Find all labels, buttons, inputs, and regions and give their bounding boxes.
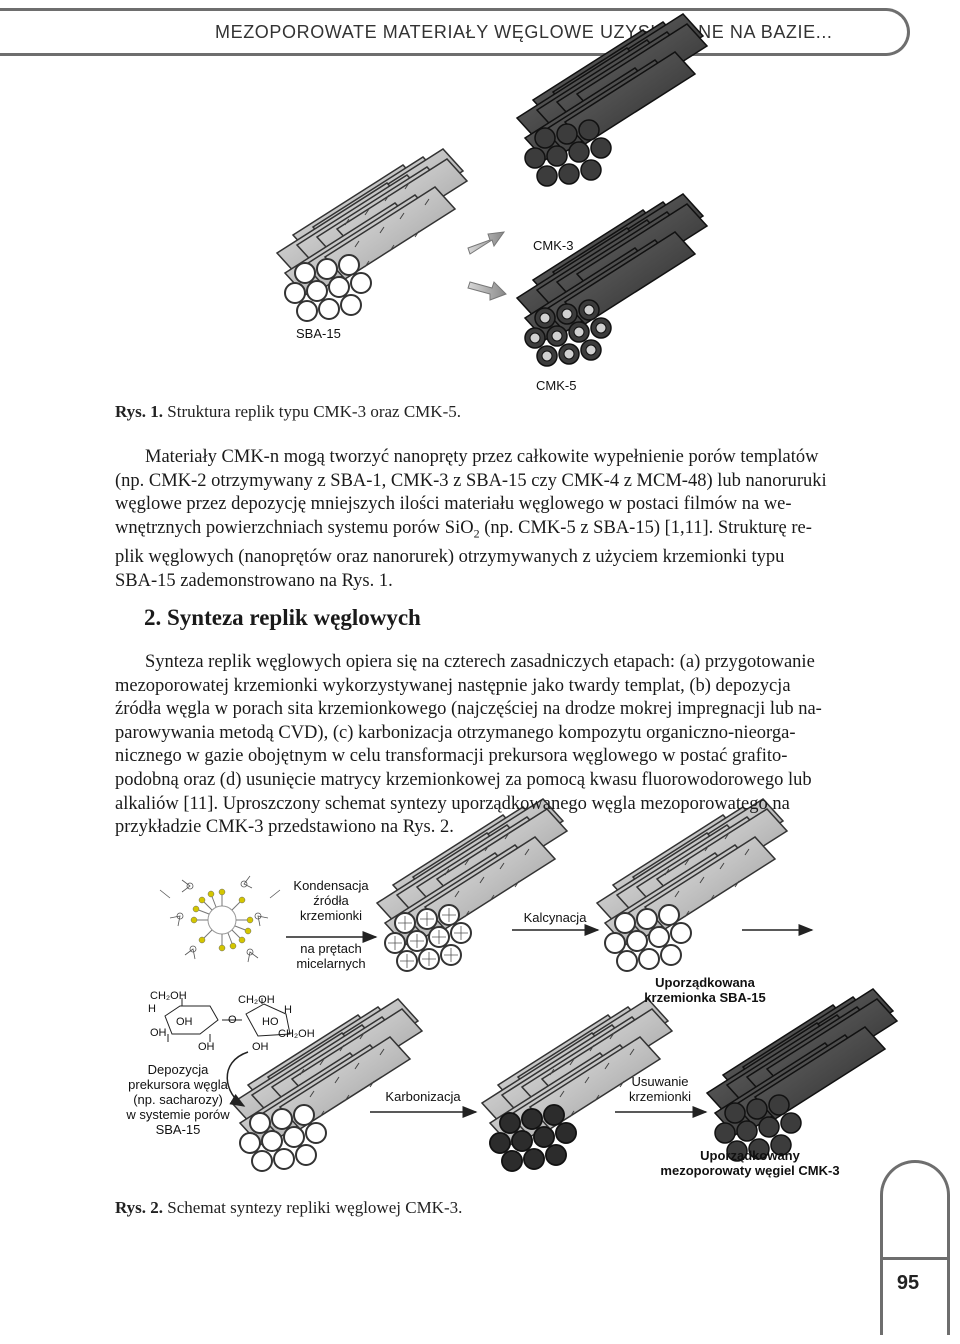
sucrose-ch2oh-3: CH₂OH (278, 1028, 315, 1040)
cmk3-final-bundle (707, 989, 897, 1161)
sucrose-oh-1: OH (176, 1016, 193, 1028)
sucrose-ch2oh-2: CH₂OH (238, 994, 275, 1006)
label-ordered-carbon: Uporządkowany mezoporowaty węgiel CMK-3 (660, 1148, 840, 1178)
paragraph-1: Materiały CMK-n mogą tworzyć nanopręty przez całkowite wypełnienie porów templatów (np. CMK-2 otrzymywany z SBA-1, CMK-3 z SBA-15 czy CMK-4 z MCM-48) lub nanoruruki węglowe przez depozycję mniejszych ilości materiału węglowego w postaci filmów na we- wnętrznych powierzchniach systemu porów SiO$_2$ (np. CMK-5 z SBA-15) [1,11]. Strukturę re- plik węglowych (nanoprętów oraz nanorurek) otrzymywanych z użyciem krzemionki typu SBA-15 zademonstrowano na Rys. 1. (115, 447, 827, 591)
sucrose-ch2oh-1: CH₂OH (150, 990, 187, 1002)
label-calcination: Kalcynacja (523, 910, 587, 925)
cmk3-bundle (517, 14, 707, 186)
sba15-bundle (277, 149, 467, 321)
section-title: 2. Synteza replik węglowych (144, 605, 421, 630)
cmk5-bundle (517, 194, 707, 366)
sucrose-oh-2: OH (150, 1027, 167, 1039)
label-cmk5: CMK-5 (536, 378, 577, 393)
page-number: 95 (896, 1272, 920, 1294)
label-ordered-silica: Uporządkowana krzemionka SBA-15 (644, 975, 766, 1005)
micelle-diagram (160, 876, 280, 962)
sucrose-h-2: H (284, 1004, 292, 1016)
figure2-caption: Rys. 2. Schemat syntezy repliki węglowej CMK-3. (115, 1198, 463, 1217)
label-carbonization: Karbonizacja (385, 1089, 461, 1104)
label-condensation: Kondensacja źródła krzemionki (293, 878, 369, 923)
label-micelle-rods: na prętach micelarnych (296, 941, 366, 971)
arrow-to-cmk5 (468, 282, 506, 300)
label-sba15: SBA-15 (296, 326, 341, 341)
sba15-deposition-bundle (232, 999, 422, 1171)
label-cmk3: CMK-3 (533, 238, 574, 253)
sucrose-h-1: H (148, 1003, 156, 1015)
running-title: MEZOPOROWATE MATERIAŁY WĘGLOWE UZYSKIWANE NA BAZIE... (215, 22, 833, 42)
sucrose-oh-3: OH (198, 1041, 215, 1053)
sucrose-o-link: O (228, 1014, 237, 1026)
sucrose-oh-4: OH (252, 1041, 269, 1053)
paragraph-2: Synteza replik węglowych opiera się na czterech zasadniczych etapach: (a) przygotowanie mezoporowatej krzemionki wykorzystywanej następnie jako twardy templat, (b) depozycja źródła węgla w porach sita krzemionkowego (najczęściej na drodze mokrej impregnacji lub na- parowywania metodą CVD), (c) karbonizacja otrzymanego kompozytu organiczno-nieorga- nicznego w gazie obojętnym w celu transformacji prekursora węglowego w postać grafito- podobną oraz (d) usunięcie matrycy krzemionkowej za pomocą kwasu fluorowodorowego lub alkaliów [11]. Uproszczony schemat syntezy uporządkowanego węgla mezoporowatego na przykładzie CMK-3 przedstawiono na Rys. 2. (115, 652, 822, 838)
label-silica-removal: Usuwanie krzemionki (628, 1074, 692, 1104)
page-number-rule (880, 1257, 950, 1260)
figure1-caption: Rys. 1. Struktura replik typu CMK-3 oraz CMK-5. (115, 402, 461, 421)
arrow-to-cmk3 (468, 232, 504, 254)
sucrose-ho: HO (262, 1016, 279, 1028)
page-number-frame (880, 1160, 950, 1335)
label-deposition: Depozycja prekursora węgla (np. sacharozy) w systemie porów SBA-15 (126, 1062, 230, 1137)
